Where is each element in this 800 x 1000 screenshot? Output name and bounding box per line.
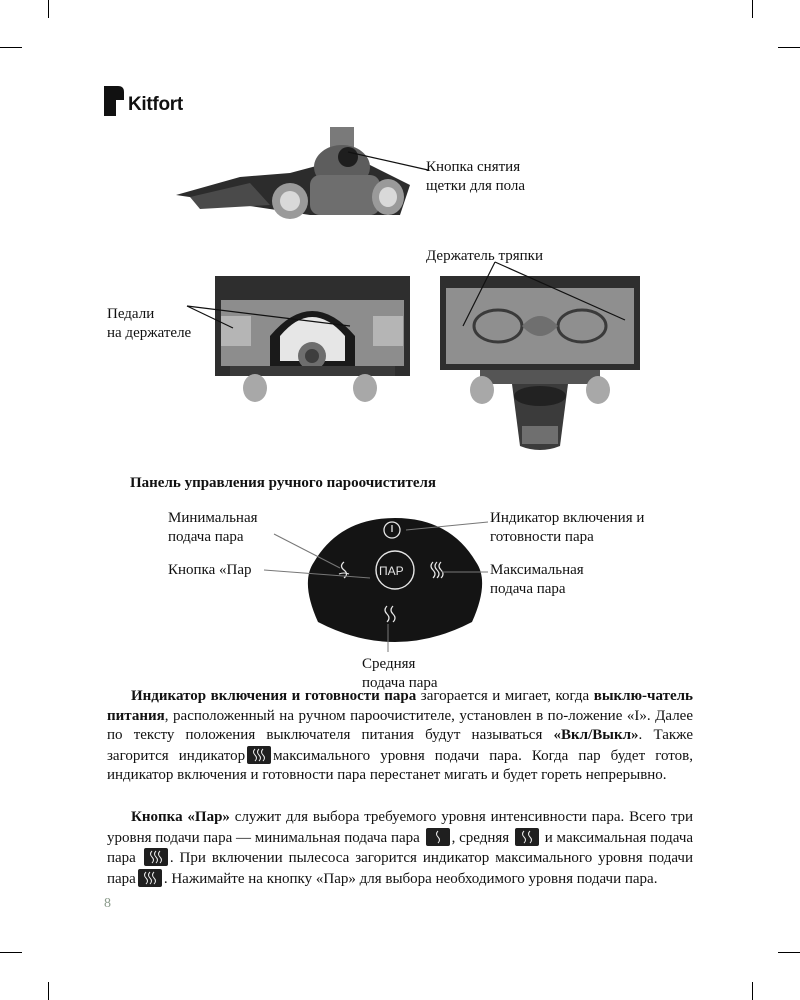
paragraph-steam-button [107,808,693,889]
label-power-indicator: Индикатор включения и готовности пара [490,510,645,545]
steam-max-icon [138,869,162,887]
text: . Также загорится индикатор [107,727,694,764]
kitfort-logo-icon [104,86,124,116]
term-indicator: Индикатор включения и готовности пара [131,688,417,704]
text: служит для выбора требуемого уровня интенсивности пара. Всего три уровня подачи пара — минимальная подача пара [107,809,693,846]
callout-lines-panel [260,520,500,660]
steam-button-label[interactable]: ПАР [379,564,404,578]
brand-name: Kitfort [128,94,183,115]
text: , средняя [451,829,510,846]
text: загорается и мигает, когда [416,688,594,704]
page-number: 8 [104,896,111,911]
text: максимального уровня подачи пара. Когда пар будет готов, индикатор включения и готовности пара перестанет мигать и будет гореть непрерывно. [107,747,693,784]
crop-mark [752,982,753,1000]
steam-min-icon [426,828,450,846]
steam-max-icon [247,746,271,764]
label-max-steam: Максимальная подача пара [490,562,584,597]
crop-mark [0,47,22,48]
term-steam-button: Кнопка «Пар» [131,809,230,825]
paragraph-indicator [107,687,693,786]
callout-lines-pedals [185,300,375,340]
panel-heading: Панель управления ручного пароочистителя [130,475,437,491]
brand-logo [104,86,183,116]
text: . Нажимайте на кнопку «Пар» для выбора необходимого уровня подачи пара. [163,870,658,887]
pedals-figure [215,276,410,404]
term-on-off: «Вкл/Выкл» [553,727,639,744]
crop-mark [48,982,49,1000]
callout-lines-rag [455,258,635,333]
text: , расположенный на ручном пароочистителе, установлен в по-ложение «I». Далее по тексту положения выключателя питания будут называться [107,707,693,744]
label-brush-release-button: Кнопка снятия щетки для пола [426,159,526,194]
label-mid-steam: Средняя подача пара [362,656,438,691]
label-rag-holder: Держатель тряпки [426,248,543,264]
callout-line [340,140,430,180]
crop-mark [778,47,800,48]
crop-mark [752,0,753,18]
label-min-steam: Минимальная подача пара [168,510,258,545]
label-steam-button: Кнопка «Пар [168,562,252,578]
text: . При включении пылесоса загорится индикатор максимального уровня подачи пара [107,850,693,887]
crop-mark [48,0,49,18]
crop-mark [0,952,22,953]
crop-mark [778,952,800,953]
text: и максимальная подача пара [107,829,694,867]
term-power-switch: выклю-чатель питания [107,688,693,724]
label-pedals: Педали на держателе [107,306,192,341]
steam-mid-icon [515,828,539,846]
steam-max-icon [144,848,168,866]
